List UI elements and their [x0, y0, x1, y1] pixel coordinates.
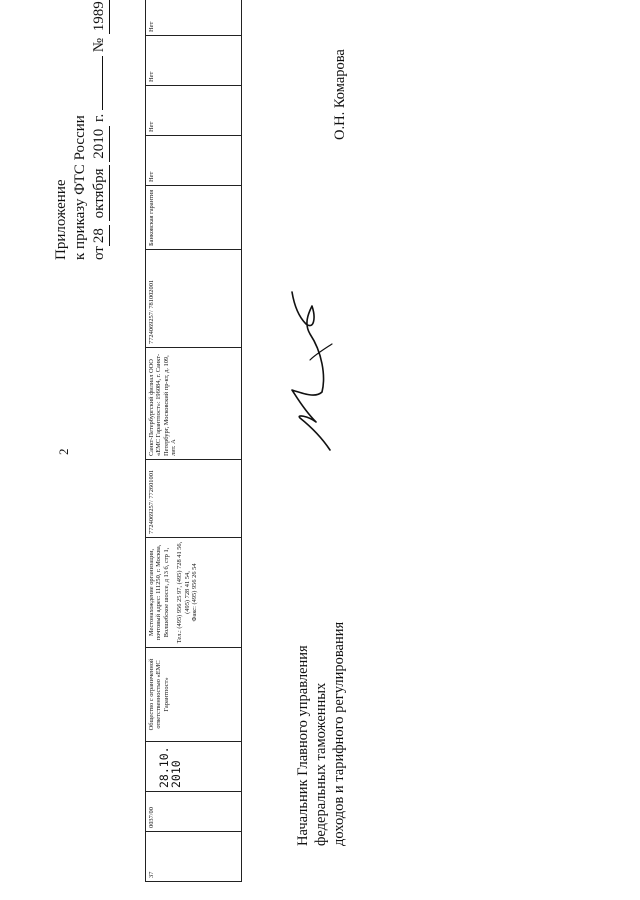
- phones-text: Тел.: (495) 956 25 97, (495) 728 41 56, (495) 728 41 54,: [176, 541, 191, 644]
- organization-address: [146, 538, 242, 648]
- date-stamp-day: 28.10.: [157, 746, 171, 788]
- year-suffix: г.: [91, 113, 107, 122]
- signer-title-line-3: доходов и тарифного регулирования: [331, 621, 347, 846]
- row-index: 37: [146, 832, 242, 882]
- flag-cell-3: Нет: [146, 36, 242, 86]
- flag-cell-4: Нет: [146, 0, 242, 36]
- fax-text: Факс: (495) 956 26 54: [191, 563, 199, 622]
- guarantee-type: Банковская гарантия: [146, 186, 242, 250]
- date-stamp-year: 2010: [169, 760, 183, 788]
- appendix-title: Приложение: [53, 179, 69, 260]
- registration-number: 0037/00: [146, 792, 242, 832]
- appendix-order-ref: к приказу ФТС России: [72, 115, 88, 260]
- order-day: 28: [90, 225, 110, 246]
- date-prefix: от: [91, 246, 107, 260]
- registration-date: [146, 742, 242, 792]
- date-underline-blank: [102, 56, 103, 110]
- order-month: октября: [90, 166, 110, 222]
- table-row: [146, 0, 242, 882]
- flag-cell-1: Нет: [146, 136, 242, 186]
- order-year: 2010: [90, 126, 110, 162]
- number-sign: №: [91, 37, 107, 53]
- signer-name: О.Н. Комарова: [332, 49, 348, 140]
- registry-table: [145, 0, 242, 882]
- flag-cell-2: Нет: [146, 86, 242, 136]
- page-number: 2: [56, 448, 71, 455]
- appendix-header: [52, 0, 110, 260]
- order-number: 1989: [90, 0, 110, 34]
- handwritten-signature: [286, 286, 336, 456]
- organization-name: Общество с ограниченной ответственностью «ЕМС Гарантпост»: [146, 648, 242, 742]
- branch-inn-kpp: 7724069257/ 781002001: [146, 250, 242, 348]
- signer-title: [294, 622, 348, 846]
- appendix-date-line: [90, 0, 110, 260]
- address-text: Местонахождение организации, почтовый адрес: 111250, г. Москва, Волшебское шоссе, д 13 б, стр 1,: [148, 544, 170, 641]
- signer-title-line-2: федеральных таможенных: [313, 682, 329, 846]
- signer-title-line-1: Начальник Главного управления: [295, 645, 311, 846]
- inn-kpp: 7724069257/ 772601001: [146, 460, 242, 538]
- branch-info: Санкт-Петербургский филиал ООО «ЕМС Гарантпост»: 196084, г. Санкт-Петербург, Московский пр-кт, д. 109, лит. А: [146, 348, 242, 460]
